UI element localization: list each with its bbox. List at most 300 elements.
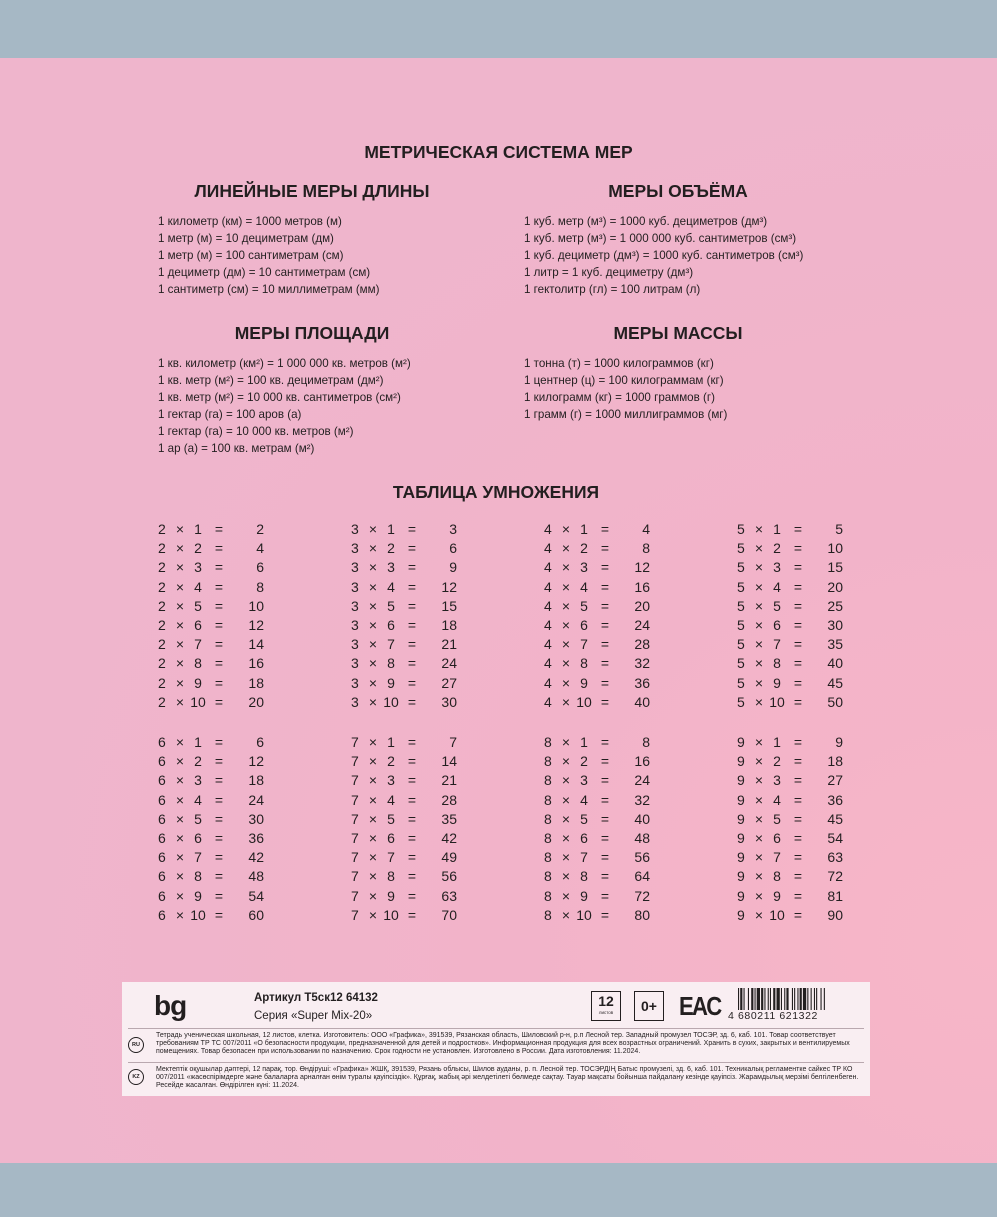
table-row bbox=[351, 654, 461, 673]
times-sign: × bbox=[561, 636, 571, 653]
equals-sign: = bbox=[600, 540, 610, 557]
table-row bbox=[351, 635, 461, 654]
table-row bbox=[544, 752, 654, 771]
table-row bbox=[158, 693, 268, 712]
multiplicand: 7 bbox=[351, 829, 359, 846]
table-row bbox=[158, 848, 268, 867]
times-sign: × bbox=[754, 616, 764, 633]
product: 36 bbox=[827, 791, 843, 808]
multiplicand: 6 bbox=[158, 868, 166, 885]
multiplier: 5 bbox=[387, 597, 395, 614]
product: 72 bbox=[634, 887, 650, 904]
table-row bbox=[544, 597, 654, 616]
series-name: Серия «Super Mix-20» bbox=[254, 1010, 373, 1022]
multiplicand: 6 bbox=[158, 753, 166, 770]
multiplication-table-8 bbox=[544, 733, 654, 925]
equals-sign: = bbox=[600, 597, 610, 614]
multiplier: 2 bbox=[773, 540, 781, 557]
times-sign: × bbox=[175, 753, 185, 770]
product: 21 bbox=[441, 772, 457, 789]
multiplicand: 9 bbox=[737, 849, 745, 866]
times-sign: × bbox=[368, 521, 378, 537]
times-sign: × bbox=[368, 791, 378, 808]
age-rating-badge: 0+ bbox=[634, 991, 664, 1021]
ru-badge: RU bbox=[128, 1037, 144, 1053]
times-sign: × bbox=[561, 849, 571, 866]
table-row bbox=[351, 520, 461, 539]
multiplicand: 2 bbox=[158, 578, 166, 595]
times-sign: × bbox=[368, 906, 378, 923]
area-line: 1 ар (а) = 100 кв. метрам (м²) bbox=[158, 442, 315, 455]
product: 28 bbox=[441, 791, 457, 808]
product: 54 bbox=[827, 829, 843, 846]
product: 21 bbox=[441, 636, 457, 653]
table-row bbox=[544, 693, 654, 712]
multiplier: 7 bbox=[580, 849, 588, 866]
table-row bbox=[737, 597, 847, 616]
area-line: 1 кв. метр (м²) = 10 000 кв. сантиметров (см²) bbox=[158, 391, 401, 404]
product: 48 bbox=[248, 868, 264, 885]
multiplier: 7 bbox=[387, 849, 395, 866]
mass-line: 1 центнер (ц) = 100 килограммам (кг) bbox=[524, 374, 724, 387]
table-row bbox=[544, 539, 654, 558]
product: 12 bbox=[248, 753, 264, 770]
product: 28 bbox=[634, 636, 650, 653]
multiplicand: 7 bbox=[351, 906, 359, 923]
area-heading: МЕРЫ ПЛОЩАДИ bbox=[234, 323, 390, 343]
equals-sign: = bbox=[600, 849, 610, 866]
table-row bbox=[737, 558, 847, 577]
product: 42 bbox=[441, 829, 457, 846]
equals-sign: = bbox=[600, 829, 610, 846]
equals-sign: = bbox=[407, 597, 417, 614]
product: 4 bbox=[642, 521, 650, 537]
multiplicand: 8 bbox=[544, 772, 552, 789]
table-row bbox=[351, 674, 461, 693]
equals-sign: = bbox=[793, 829, 803, 846]
table-row bbox=[351, 867, 461, 886]
multiplicand: 5 bbox=[737, 578, 745, 595]
times-sign: × bbox=[368, 655, 378, 672]
product: 56 bbox=[441, 868, 457, 885]
equals-sign: = bbox=[214, 655, 224, 672]
multiplicand: 2 bbox=[158, 540, 166, 557]
multiplicand: 9 bbox=[737, 810, 745, 827]
times-sign: × bbox=[368, 734, 378, 750]
times-sign: × bbox=[175, 829, 185, 846]
equals-sign: = bbox=[600, 734, 610, 750]
multiplicand: 2 bbox=[158, 521, 166, 537]
multiplier: 10 bbox=[383, 906, 399, 923]
times-sign: × bbox=[754, 772, 764, 789]
equals-sign: = bbox=[214, 521, 224, 537]
table-row bbox=[351, 558, 461, 577]
multiplicand: 6 bbox=[158, 772, 166, 789]
equals-sign: = bbox=[793, 810, 803, 827]
table-row bbox=[158, 733, 268, 752]
table-row bbox=[737, 791, 847, 810]
equals-sign: = bbox=[600, 753, 610, 770]
multiplier: 7 bbox=[580, 636, 588, 653]
multiplicand: 7 bbox=[351, 753, 359, 770]
multiplier: 4 bbox=[580, 791, 588, 808]
table-row bbox=[544, 674, 654, 693]
times-sign: × bbox=[754, 887, 764, 904]
area-list bbox=[158, 355, 411, 457]
equals-sign: = bbox=[407, 636, 417, 653]
multiplicand: 3 bbox=[351, 616, 359, 633]
multiplier: 4 bbox=[194, 578, 202, 595]
times-sign: × bbox=[754, 521, 764, 537]
product: 42 bbox=[248, 849, 264, 866]
equals-sign: = bbox=[793, 655, 803, 672]
multiplicand: 3 bbox=[351, 559, 359, 576]
multiplier: 9 bbox=[194, 674, 202, 691]
product: 32 bbox=[634, 655, 650, 672]
times-sign: × bbox=[561, 655, 571, 672]
multiplier: 2 bbox=[580, 540, 588, 557]
times-sign: × bbox=[754, 674, 764, 691]
equals-sign: = bbox=[600, 906, 610, 923]
times-sign: × bbox=[754, 578, 764, 595]
multiplicand: 7 bbox=[351, 849, 359, 866]
multiplier: 7 bbox=[773, 636, 781, 653]
table-row bbox=[158, 810, 268, 829]
eac-mark: EAC bbox=[679, 991, 721, 1021]
product: 35 bbox=[441, 810, 457, 827]
multiplier: 2 bbox=[773, 753, 781, 770]
multiplier: 1 bbox=[580, 521, 588, 537]
table-row bbox=[158, 616, 268, 635]
multiplier: 10 bbox=[190, 693, 206, 710]
equals-sign: = bbox=[793, 734, 803, 750]
multiplier: 2 bbox=[194, 753, 202, 770]
product: 50 bbox=[827, 693, 843, 710]
times-sign: × bbox=[561, 868, 571, 885]
product: 12 bbox=[441, 578, 457, 595]
times-sign: × bbox=[175, 693, 185, 710]
multiplier: 10 bbox=[190, 906, 206, 923]
times-sign: × bbox=[754, 791, 764, 808]
multiplier: 7 bbox=[194, 849, 202, 866]
product: 64 bbox=[634, 868, 650, 885]
multiplier: 9 bbox=[580, 887, 588, 904]
multiplier: 1 bbox=[387, 734, 395, 750]
equals-sign: = bbox=[407, 616, 417, 633]
kz-legal-text: Мектептік оқушылар дәптері, 12 парақ, тор. Өндіруші: «Графика» ЖШҚ, 391539, Рязань облысы, Шилов ауданы, р. п. Лесной тер. ТОСЭРДІҢ Батыс промузелі, зд. 6, каб. 101. Техникалық регламентке сайкес ТР КО 007/2011 «жасөспірімдерге және балаларға арналған өнім туралы қауіпсіздік». Құрғақ, жабық әрі желдетілеті бөлмеде сақтау. Тауар мақсаты бойынша пайдалану кезінде қауіпсіз. Жарамдылық мерзімі белгіленбеген. Ресейде жасалған. Өндірілген күні: 11.2024. bbox=[156, 1066, 859, 1090]
times-sign: × bbox=[368, 753, 378, 770]
multiplier: 10 bbox=[576, 693, 592, 710]
table-row bbox=[351, 616, 461, 635]
multiplicand: 6 bbox=[158, 906, 166, 923]
product: 35 bbox=[827, 636, 843, 653]
product: 10 bbox=[827, 540, 843, 557]
equals-sign: = bbox=[214, 559, 224, 576]
product: 9 bbox=[835, 734, 843, 750]
equals-sign: = bbox=[214, 616, 224, 633]
table-row bbox=[544, 520, 654, 539]
equals-sign: = bbox=[214, 734, 224, 750]
multiplier: 5 bbox=[773, 810, 781, 827]
multiplier: 8 bbox=[773, 868, 781, 885]
times-sign: × bbox=[561, 674, 571, 691]
times-sign: × bbox=[368, 616, 378, 633]
product: 2 bbox=[256, 521, 264, 537]
table-row bbox=[158, 539, 268, 558]
multiplicand: 3 bbox=[351, 578, 359, 595]
times-sign: × bbox=[561, 597, 571, 614]
multiplicand: 8 bbox=[544, 906, 552, 923]
table-row bbox=[544, 867, 654, 886]
multiplier: 4 bbox=[387, 791, 395, 808]
equals-sign: = bbox=[793, 906, 803, 923]
multiplier: 8 bbox=[580, 868, 588, 885]
multiplicand: 3 bbox=[351, 521, 359, 537]
equals-sign: = bbox=[407, 578, 417, 595]
times-sign: × bbox=[561, 887, 571, 904]
product: 16 bbox=[634, 753, 650, 770]
times-sign: × bbox=[368, 887, 378, 904]
multiplicand: 2 bbox=[158, 693, 166, 710]
product: 63 bbox=[827, 849, 843, 866]
multiplier: 8 bbox=[387, 655, 395, 672]
product: 70 bbox=[441, 906, 457, 923]
multiplier: 9 bbox=[773, 674, 781, 691]
page-title: МЕТРИЧЕСКАЯ СИСТЕМА МЕР bbox=[364, 142, 633, 162]
product: 8 bbox=[642, 734, 650, 750]
equals-sign: = bbox=[407, 521, 417, 537]
multiplier: 5 bbox=[387, 810, 395, 827]
times-sign: × bbox=[175, 810, 185, 827]
times-sign: × bbox=[754, 734, 764, 750]
times-sign: × bbox=[175, 734, 185, 750]
multiplication-table-4 bbox=[544, 520, 654, 712]
table-row bbox=[737, 654, 847, 673]
product: 45 bbox=[827, 674, 843, 691]
times-sign: × bbox=[754, 810, 764, 827]
multiplicand: 8 bbox=[544, 868, 552, 885]
multiplicand: 5 bbox=[737, 693, 745, 710]
equals-sign: = bbox=[793, 674, 803, 691]
multiplicand: 7 bbox=[351, 887, 359, 904]
multiplicand: 9 bbox=[737, 753, 745, 770]
table-row bbox=[351, 771, 461, 790]
equals-sign: = bbox=[793, 559, 803, 576]
multiplicand: 5 bbox=[737, 636, 745, 653]
length-line: 1 дециметр (дм) = 10 сантиметрам (см) bbox=[158, 266, 371, 279]
multiplicand: 2 bbox=[158, 616, 166, 633]
table-row bbox=[158, 520, 268, 539]
product: 56 bbox=[634, 849, 650, 866]
equals-sign: = bbox=[793, 597, 803, 614]
product: 90 bbox=[827, 906, 843, 923]
table-row bbox=[737, 829, 847, 848]
multiplier: 5 bbox=[580, 810, 588, 827]
length-line: 1 километр (км) = 1000 метров (м) bbox=[158, 215, 342, 228]
mass-list bbox=[524, 355, 727, 423]
product: 18 bbox=[441, 616, 457, 633]
product: 48 bbox=[634, 829, 650, 846]
multiplier: 6 bbox=[194, 616, 202, 633]
multiplier: 4 bbox=[580, 578, 588, 595]
multiplier: 8 bbox=[194, 655, 202, 672]
length-line: 1 сантиметр (см) = 10 миллиметрам (мм) bbox=[158, 283, 380, 296]
multiplier: 10 bbox=[576, 906, 592, 923]
multiplier: 5 bbox=[580, 597, 588, 614]
product: 12 bbox=[248, 616, 264, 633]
multiplicand: 4 bbox=[544, 636, 552, 653]
table-row bbox=[544, 906, 654, 925]
equals-sign: = bbox=[793, 540, 803, 557]
notebook-back-cover bbox=[0, 58, 997, 1163]
length-line: 1 метр (м) = 100 сантиметрам (см) bbox=[158, 249, 344, 262]
article-number: Артикул Т5ск12 64132 bbox=[254, 992, 378, 1004]
multiplier: 1 bbox=[580, 734, 588, 750]
multiplier: 6 bbox=[773, 616, 781, 633]
area-line: 1 гектар (га) = 10 000 кв. метров (м²) bbox=[158, 425, 354, 438]
multiplier: 1 bbox=[773, 734, 781, 750]
length-line: 1 метр (м) = 10 дециметрам (дм) bbox=[158, 232, 334, 245]
equals-sign: = bbox=[407, 559, 417, 576]
table-row bbox=[737, 616, 847, 635]
table-row bbox=[158, 674, 268, 693]
times-sign: × bbox=[175, 655, 185, 672]
times-sign: × bbox=[754, 753, 764, 770]
table-row bbox=[737, 539, 847, 558]
mass-heading: МЕРЫ МАССЫ bbox=[613, 323, 743, 343]
product: 25 bbox=[827, 597, 843, 614]
table-row bbox=[737, 752, 847, 771]
equals-sign: = bbox=[407, 693, 417, 710]
table-row bbox=[158, 791, 268, 810]
equals-sign: = bbox=[407, 540, 417, 557]
multiplier: 2 bbox=[194, 540, 202, 557]
times-sign: × bbox=[368, 597, 378, 614]
product: 8 bbox=[642, 540, 650, 557]
table-row bbox=[351, 906, 461, 925]
times-sign: × bbox=[754, 868, 764, 885]
multiplication-table-2 bbox=[158, 520, 268, 712]
times-sign: × bbox=[754, 693, 764, 710]
multiplicand: 6 bbox=[158, 887, 166, 904]
product: 60 bbox=[248, 906, 264, 923]
product: 7 bbox=[449, 734, 457, 750]
multiplicand: 3 bbox=[351, 655, 359, 672]
multiplicand: 8 bbox=[544, 887, 552, 904]
multiplier: 3 bbox=[773, 559, 781, 576]
equals-sign: = bbox=[407, 772, 417, 789]
volume-line: 1 куб. метр (м³) = 1 000 000 куб. сантиметров (см³) bbox=[524, 232, 797, 245]
equals-sign: = bbox=[793, 887, 803, 904]
volume-line: 1 гектолитр (гл) = 100 литрам (л) bbox=[524, 283, 701, 296]
equals-sign: = bbox=[214, 636, 224, 653]
times-sign: × bbox=[561, 810, 571, 827]
table-row bbox=[737, 848, 847, 867]
equals-sign: = bbox=[407, 753, 417, 770]
sheets-count: 12 bbox=[598, 993, 614, 1009]
barcode-number: 4 680211 621322 bbox=[728, 1010, 866, 1022]
sheets-count-badge bbox=[591, 991, 621, 1021]
table-row bbox=[544, 578, 654, 597]
multiplier: 6 bbox=[580, 616, 588, 633]
multiplier: 5 bbox=[773, 597, 781, 614]
product: 6 bbox=[256, 559, 264, 576]
product-info-panel bbox=[122, 982, 870, 1096]
multiplicand: 7 bbox=[351, 734, 359, 750]
mass-line: 1 грамм (г) = 1000 миллиграммов (мг) bbox=[524, 408, 728, 421]
multiplicand: 4 bbox=[544, 655, 552, 672]
product: 36 bbox=[248, 829, 264, 846]
product: 24 bbox=[634, 616, 650, 633]
multiplication-table-9 bbox=[737, 733, 847, 925]
multiplicand: 5 bbox=[737, 655, 745, 672]
times-sign: × bbox=[368, 772, 378, 789]
product: 24 bbox=[248, 791, 264, 808]
product: 18 bbox=[248, 772, 264, 789]
product: 24 bbox=[441, 655, 457, 672]
multiplicand: 3 bbox=[351, 693, 359, 710]
times-sign: × bbox=[754, 597, 764, 614]
times-sign: × bbox=[754, 655, 764, 672]
multiplicand: 7 bbox=[351, 772, 359, 789]
multiplier: 3 bbox=[387, 772, 395, 789]
equals-sign: = bbox=[214, 578, 224, 595]
table-row bbox=[544, 887, 654, 906]
equals-sign: = bbox=[600, 521, 610, 537]
product: 20 bbox=[248, 693, 264, 710]
table-row bbox=[737, 578, 847, 597]
mass-line: 1 килограмм (кг) = 1000 граммов (г) bbox=[524, 391, 715, 404]
equals-sign: = bbox=[214, 693, 224, 710]
equals-sign: = bbox=[600, 616, 610, 633]
table-row bbox=[158, 558, 268, 577]
product: 49 bbox=[441, 849, 457, 866]
volume-line: 1 куб. дециметр (дм³) = 1000 куб. сантиметров (см³) bbox=[524, 249, 804, 262]
ru-legal-text: Тетрадь ученическая школьная, 12 листов, клетка. Изготовитель: ООО «Графика», 391539, Рязанская область, Шиловский р-н, р.п Лесной тер. Западный промузел ТОСЭР, зд. 6, каб. 101. Товар соответствует требованиям ТР ТС 007/2011 «О безопасности продукции, предназначенной для детей и подростков». Информационная продукция для всех возрастных ограничений. Хранить в сухих, закрытых и вентилируемых помещениях. Товар безопасен при использовании по назначению. Срок годности не установлен. Изготовлено в России. Дата изготовления: 11.2024. bbox=[156, 1032, 850, 1056]
times-sign: × bbox=[561, 540, 571, 557]
table-row bbox=[737, 906, 847, 925]
table-row bbox=[544, 791, 654, 810]
times-sign: × bbox=[561, 829, 571, 846]
product: 30 bbox=[441, 693, 457, 710]
equals-sign: = bbox=[407, 791, 417, 808]
top-background-band bbox=[0, 0, 997, 58]
product: 54 bbox=[248, 887, 264, 904]
equals-sign: = bbox=[600, 559, 610, 576]
product: 36 bbox=[634, 674, 650, 691]
times-sign: × bbox=[754, 829, 764, 846]
product: 32 bbox=[634, 791, 650, 808]
times-sign: × bbox=[754, 636, 764, 653]
multiplier: 1 bbox=[387, 521, 395, 537]
multiplication-heading: ТАБЛИЦА УМНОЖЕНИЯ bbox=[392, 482, 600, 502]
area-line: 1 кв. километр (км²) = 1 000 000 кв. метров (м²) bbox=[158, 357, 411, 370]
multiplicand: 7 bbox=[351, 791, 359, 808]
multiplicand: 5 bbox=[737, 540, 745, 557]
table-row bbox=[351, 791, 461, 810]
table-row bbox=[737, 674, 847, 693]
multiplier: 5 bbox=[194, 597, 202, 614]
times-sign: × bbox=[561, 521, 571, 537]
multiplier: 6 bbox=[580, 829, 588, 846]
times-sign: × bbox=[175, 772, 185, 789]
times-sign: × bbox=[368, 868, 378, 885]
table-row bbox=[737, 887, 847, 906]
multiplier: 9 bbox=[773, 887, 781, 904]
multiplier: 9 bbox=[387, 674, 395, 691]
multiplicand: 4 bbox=[544, 616, 552, 633]
table-row bbox=[351, 693, 461, 712]
